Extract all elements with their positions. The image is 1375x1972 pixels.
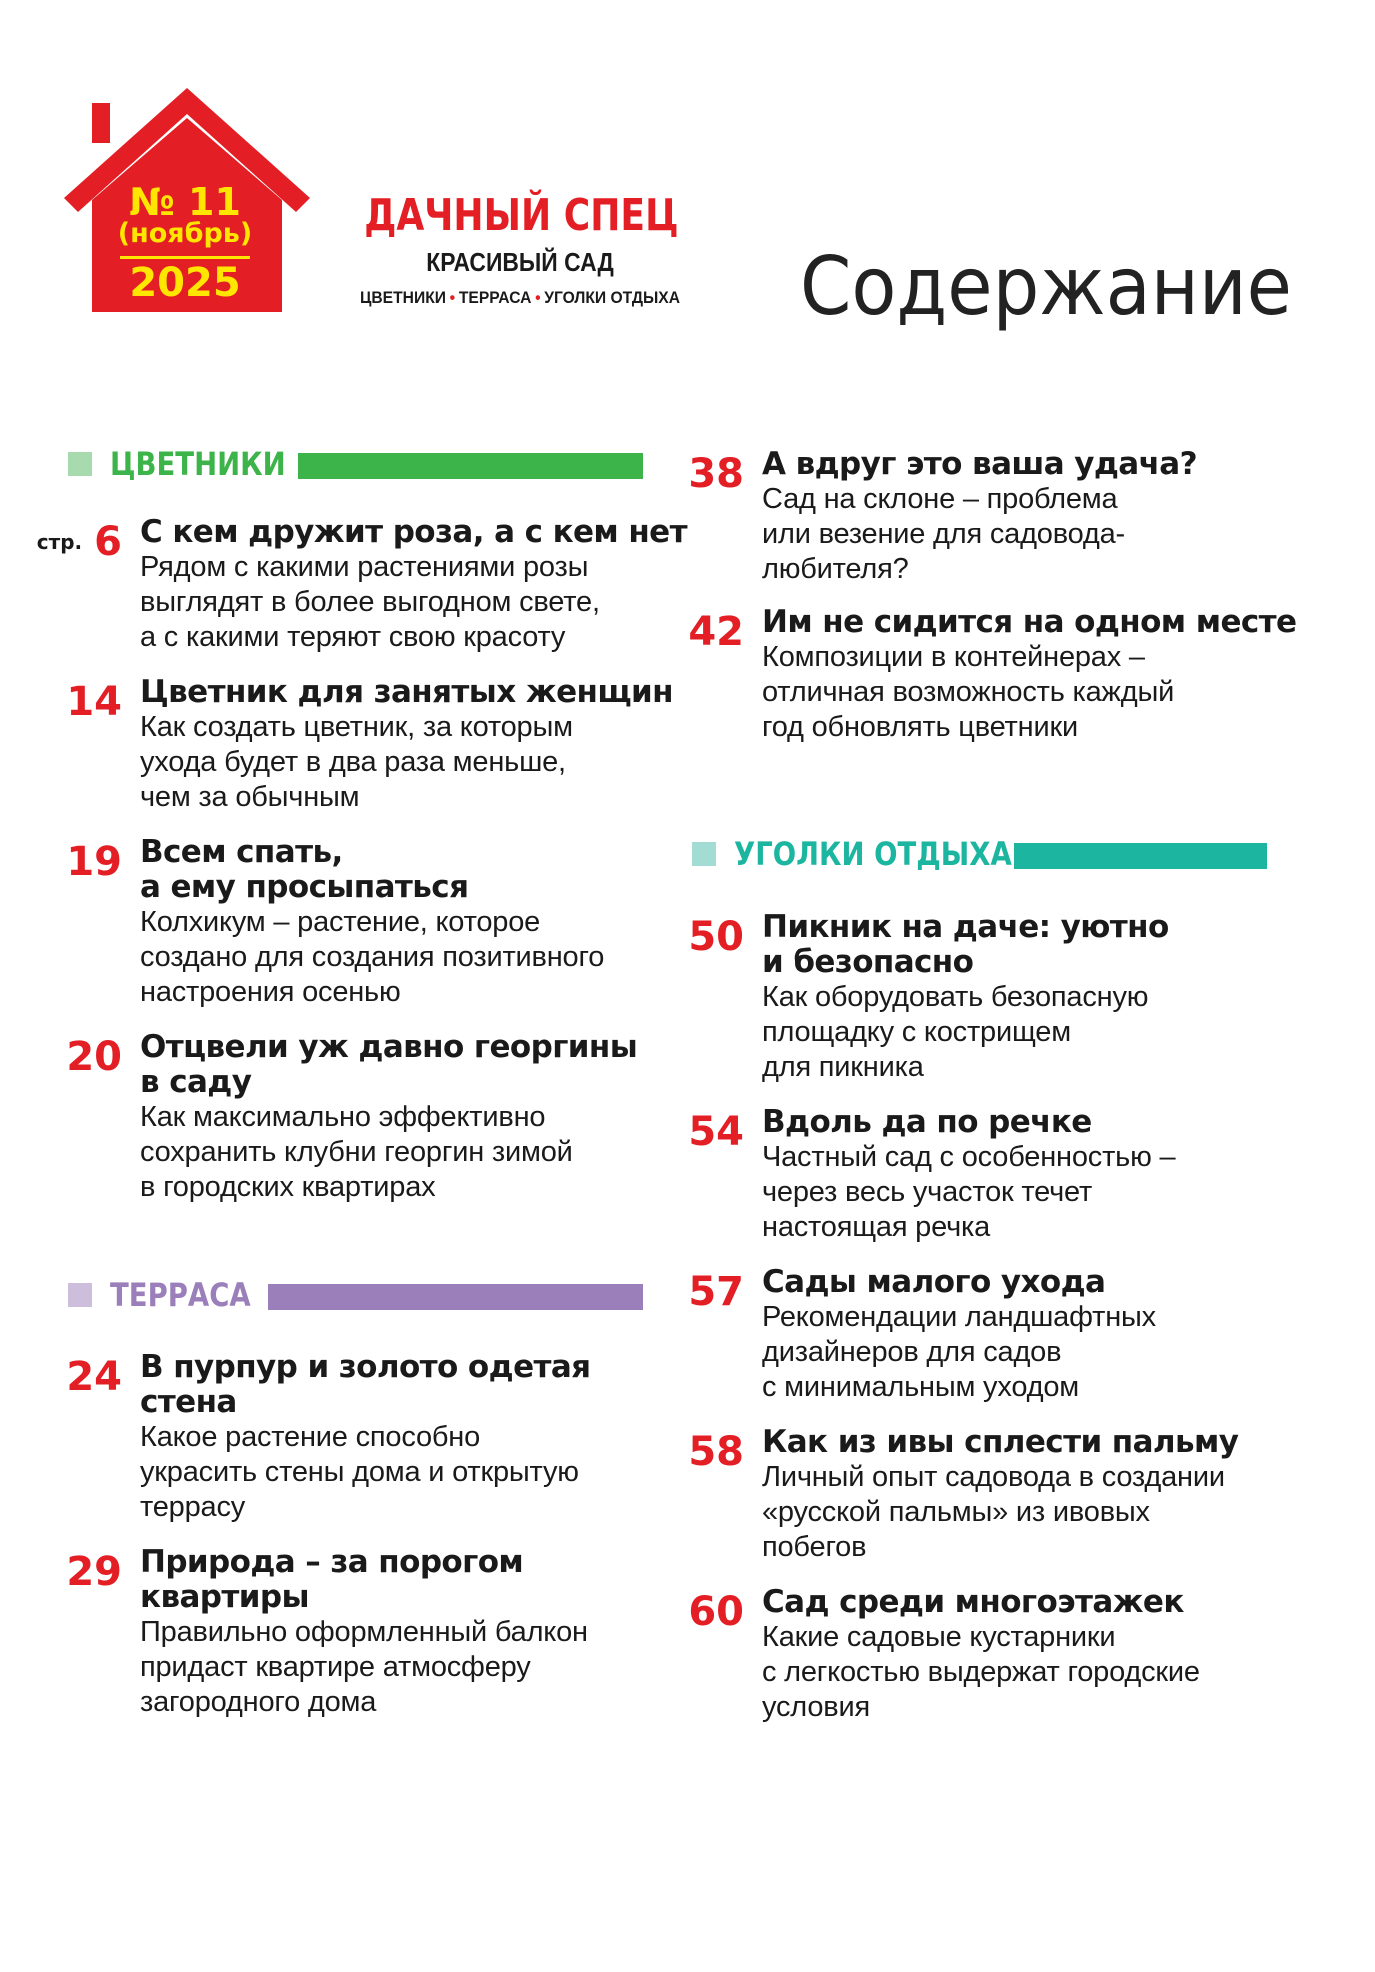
section-label: ТЕРРАСА (110, 1276, 251, 1314)
article-title: Пикник на даче: уютно и безопасно (762, 909, 1169, 980)
section-label: ЦВЕТНИКИ (110, 445, 286, 483)
article-description: Какие садовые кустарники с легкостью выдержат городские условия (762, 1621, 1200, 1723)
article-title: А вдруг это ваша удача? (762, 446, 1197, 482)
article-description: Сад на склоне – проблема или везение для садовода- любителя? (762, 483, 1126, 585)
category-label: ЦВЕТНИКИ (359, 288, 446, 307)
toc-entry[interactable] (36, 514, 700, 655)
section-header-flowers (68, 445, 643, 483)
article-description: Как создать цветник, за которым ухода будет в два раза меньше, чем за обычным (140, 711, 573, 813)
section-label: УГОЛКИ ОТДЫХА (734, 835, 1012, 873)
section-square-icon (68, 452, 92, 476)
article-title: Цветник для занятых женщин (140, 674, 673, 710)
article-title: С кем дружит роза, а с кем нет (140, 514, 687, 550)
article-description: Колхикум – растение, которое создано для создания позитивного настроения осенью (140, 906, 605, 1008)
page-number: 20 (66, 1034, 122, 1080)
page-number: 38 (688, 451, 744, 497)
article-title: Сад среди многоэтажек (762, 1584, 1184, 1620)
page-prefix: стр. (36, 530, 83, 554)
article-title: Как из ивы сплести пальму (762, 1424, 1239, 1460)
article-title: В пурпур и золото одетая стена (140, 1349, 591, 1420)
toc-entry[interactable] (688, 1584, 1322, 1725)
bullet-icon: • (449, 288, 456, 307)
article-description: Рядом с какими растениями розы выглядят в более выгодном свете, а с какими теряют свою красоту (140, 551, 600, 653)
issue-month: (ноябрь) (117, 218, 253, 249)
article-title: Вдоль да по речке (762, 1104, 1092, 1140)
section-header-rest (692, 835, 1267, 873)
article-description: Как максимально эффективно сохранить клубни георгин зимой в городских квартирах (140, 1101, 573, 1203)
toc-entry[interactable] (688, 1104, 1322, 1245)
page-number: 54 (688, 1109, 744, 1155)
issue-logo (60, 88, 315, 320)
toc-entry[interactable] (66, 674, 700, 815)
page-number: 58 (688, 1429, 744, 1475)
page-number: 60 (688, 1589, 744, 1635)
page-number: 19 (66, 839, 122, 885)
page-number: 29 (66, 1549, 122, 1595)
article-description: Какое растение способно украсить стены дома и открытую террасу (140, 1421, 579, 1523)
section-bar (268, 1284, 643, 1310)
magazine-subtitle: КРАСИВЫЙ САД (426, 247, 614, 277)
page-number: 14 (66, 679, 122, 725)
section-square-icon (692, 842, 716, 866)
article-description: Правильно оформленный балкон придаст квартире атмосферу загородного дома (140, 1616, 588, 1718)
toc-entry[interactable] (688, 909, 1322, 1085)
article-title: Отцвели уж давно георгины в саду (140, 1029, 638, 1100)
toc-entry[interactable] (688, 604, 1322, 745)
section-header-terrace (68, 1276, 643, 1314)
issue-year: 2025 (129, 260, 241, 306)
toc-entry[interactable] (66, 1544, 700, 1720)
article-title: Всем спать, а ему просыпаться (140, 834, 469, 905)
magazine-brand (330, 190, 710, 308)
toc-entry[interactable] (688, 1424, 1322, 1565)
toc-entry[interactable] (688, 446, 1322, 587)
article-title: Природа – за порогом квартиры (140, 1544, 524, 1615)
page-number: 42 (688, 609, 744, 655)
section-bar (1014, 843, 1267, 869)
article-description: Рекомендации ландшафтных дизайнеров для садов с минимальным уходом (762, 1301, 1156, 1403)
section-bar (298, 453, 643, 479)
page-number: стр. 6 (36, 519, 122, 565)
article-description: Частный сад с особенностью – через весь участок течет настоящая речка (762, 1141, 1176, 1243)
page-title: Содержание (800, 240, 1292, 333)
toc-entry[interactable] (66, 834, 700, 1010)
toc-entry[interactable] (66, 1349, 700, 1525)
article-title: Им не сидится на одном месте (762, 604, 1297, 640)
logo-divider (120, 256, 250, 259)
page-number: 24 (66, 1354, 122, 1400)
toc-entry[interactable] (66, 1029, 700, 1205)
bullet-icon: • (535, 288, 541, 307)
magazine-title: ДАЧНЫЙ СПЕЦ (364, 190, 679, 241)
page-number: 50 (688, 914, 744, 960)
section-square-icon (68, 1283, 92, 1307)
issue-number: № 11 (129, 180, 241, 224)
category-label: ТЕРРАСА (458, 288, 532, 307)
article-description: Композиции в контейнерах – отличная возможность каждый год обновлять цветники (762, 641, 1175, 743)
article-description: Как оборудовать безопасную площадку с кострищем для пикника (762, 981, 1149, 1083)
category-label: УГОЛКИ ОТДЫХА (544, 288, 681, 307)
magazine-categories (345, 288, 695, 308)
page-number: 57 (688, 1269, 744, 1315)
article-title: Сады малого ухода (762, 1264, 1106, 1300)
toc-entry[interactable] (688, 1264, 1322, 1405)
article-description: Личный опыт садовода в создании «русской пальмы» из ивовых побегов (762, 1461, 1225, 1563)
